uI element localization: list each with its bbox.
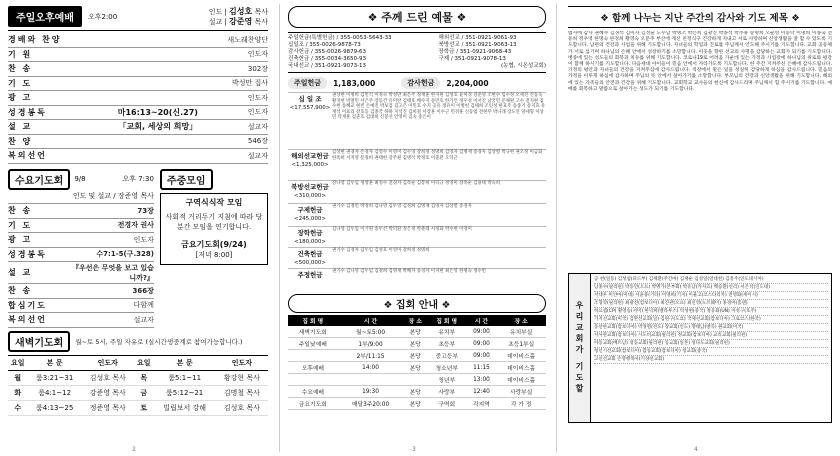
offering-label: 건축헌금 xyxy=(297,250,323,258)
cell: 새벽기도회 xyxy=(288,326,338,338)
offering-names: 권기수 김경자 김두임 김성호 이영미 강희정 정명희 xyxy=(332,248,430,253)
list-item: 서대우 미얀마(미대) 서윤중(기타) 이영희(기지) 이율고(코스타리카) 전영화(세이시) xyxy=(594,292,828,300)
offering-names: 강나영 김두임 정창훈 최성수 전경자 김폭순 김봉희 이덕규 정영미 장옥순 김용태 박숙희 xyxy=(332,181,501,186)
cell: 룸5:12~21 xyxy=(154,385,216,400)
cell: 2부/11:15 xyxy=(338,350,404,362)
cell: 주일낮예배 xyxy=(288,338,338,350)
wed-value: 366장 xyxy=(132,286,154,295)
account-line: 해외선교 / 351-0921-9061-93 xyxy=(438,35,517,41)
offering-names: 권기수 김나영 김두임 김정희 김명재 박혜자 송경자 이지현 최은영 한명숙 정수빈 xyxy=(332,269,486,274)
list-item: 청년시선교회(캄보디아) 합동교회(캄보디아) 청교회(중국) xyxy=(594,348,828,356)
wed-label: 찬 송 xyxy=(8,206,33,216)
role-name: 김성호 xyxy=(229,6,253,16)
wed-value: 『우선은 무엇을 보고 있습니까?』 xyxy=(71,263,154,282)
wednesday-header xyxy=(8,169,154,190)
dawn-title: 새벽기도회 xyxy=(8,331,70,352)
wed-value: 인도자 xyxy=(133,235,154,244)
page-2 xyxy=(0,0,276,456)
order-middle: 마16:13~20(신.27) xyxy=(117,107,198,117)
order-value: 새노래찬양단 xyxy=(227,35,268,44)
page-number: 4 xyxy=(694,446,698,453)
table-row xyxy=(288,350,546,362)
offering-names: 권상현 이명희 김민석 이정숙 박성만 최은주 정재훈 한지원 김성호 윤미경 강준영 조현수 임수정 오세진 신동욱 황지현 박철민 서은주 장동건 유미란 김태호 배수지 송민호 한가인 정우성 이서진 남궁민 문채원 고수 전지현 김수현 송혜교 현빈 손예진 박보검 김고은 이민호 수지 공유 정유미 이병헌 김태희 조인성 한효주 송중기 송지효 유재석 이효리 강호동 김종국 하하 지석진 김희철 서장훈 이수근 민경훈 신동엽 전현무 박나래 장도연 양세형 이상민 탁재훈 김준호 김대희 신봉선 안영미 김숙 송은이 xyxy=(332,93,546,121)
cell: 1부/9:00 xyxy=(338,338,404,350)
prayer-list xyxy=(591,274,831,422)
role-label: 설교 xyxy=(208,17,223,26)
thanks-prayer-title: ❖ 함께 나누는 지난 주간의 감사와 기도 제목 ❖ xyxy=(568,6,832,28)
offering-amount: <1,325,000> xyxy=(291,162,329,168)
cell: 정준영 목사 xyxy=(82,400,134,415)
wed-label: 성경봉독 xyxy=(8,249,47,259)
cell: 월~토5:00 xyxy=(338,326,404,338)
cell: 룸4:13~25 xyxy=(28,400,82,415)
table-row xyxy=(288,338,546,350)
afternoon-service-time: 오후2:00 xyxy=(87,12,118,21)
cell: 14:00 xyxy=(338,362,404,374)
column-divider xyxy=(279,4,280,452)
order-row xyxy=(8,33,268,48)
list-item: 동선한교회(캄보디아) 박경렬(전도) 장교회(인도) 향태남(방콕) 원교회(미국) xyxy=(594,324,828,332)
cell: 초등1부실 xyxy=(496,338,546,350)
cell: 각 가 정 xyxy=(496,398,546,410)
offering-block xyxy=(288,226,546,244)
account-line: 감사헌금 / 355-0026-9879-63 xyxy=(288,49,367,55)
weekday-box xyxy=(160,193,268,265)
account-line: 장학금 / 351-0921-9068-43 xyxy=(438,49,512,55)
wed-label: 광 고 xyxy=(8,235,33,245)
wed-value: 수7:1-5(구.328) xyxy=(96,250,154,259)
prayer-list-box xyxy=(568,273,832,423)
cell: 강준영 목사 xyxy=(82,385,134,400)
offering-label: 주정헌금 xyxy=(297,271,323,279)
prayer-list-label: 우리교회가 기도할 xyxy=(569,274,591,422)
order-label: 설 교 xyxy=(8,122,33,132)
cell: 수 xyxy=(8,400,28,415)
page-3 xyxy=(282,0,552,456)
cell: 청년부 xyxy=(427,374,467,386)
offering-amount: <17,557,900> xyxy=(289,105,331,111)
order-label: 기 원 xyxy=(8,49,33,59)
wed-value: 다함께 xyxy=(133,301,154,310)
weekday-meeting: 구역식식작 모임 xyxy=(185,197,243,207)
table-row xyxy=(8,400,268,415)
col-header: 집 회 명 xyxy=(288,315,338,326)
list-item: 허요셉(CP) 황영승(서미) 한덕희(벨라루스) 탁성현(중국) 정유화(UN) 이성구(호주) xyxy=(594,308,828,316)
cell: 데이비스홀 xyxy=(496,374,546,386)
cell: 금요기도회 xyxy=(288,398,338,410)
wednesday-prayer-section xyxy=(8,169,154,328)
list-item: 공 천(일동) 김성섭(피드부) 김세환(주간마) 김재순 김성일(일대천) 김흥주(인도네시아) xyxy=(594,276,828,284)
cell: 김성호 목사 xyxy=(216,400,268,415)
offering-names: 권기수 김경민 박경희 김나영 김두영 김정희 김명재 김영자 김상렬 송경자 xyxy=(332,204,472,209)
order-label: 광 고 xyxy=(8,93,33,103)
list-item: 서사관교회(캄보디아) 시도비교회(필리핀) 정교회(캄보디아) 교리교회(필리핀) xyxy=(594,332,828,340)
thanks-prayer-text: 범사에 감사 권혜주 김경석 김미자 김정술 도수남 박명조 박은희 김광진 박종석 박추용 송명희 오순영 이동탁 이명희 이종숙 전동희 정우영 한명숙 한경희 황영숙 오문주 부산에 계신 친정식구 건강하게 지내고 서로 사랑하며 신앙생활을 잘 할 수 있도록 기도합니다. 남편의 건강과 사업을 위해 기도합니다. 자녀들의 학업과 진로를 주님께서 인도해 주시기를 기도합니다. 교회 공동체가 서로 섬기며 하나님의 은혜 안에서 성장하기를 소망합니다. 이웃을 향한 선교의 사명을 감당하는 교회가 되기를 기도합니다. 병중에 있는 성도들의 회복과 치유를 위해 기도합니다. 코로나19로 어려움 가운데 있는 가정과 사업장에 하나님의 위로와 평강이 함께 하시기를 기도합니다. 다음세대 아이들이 믿음 안에서 자라가도록 기도합니다. 한 주간 지켜주신 은혜에 감사드립니다. 가정의 평안과 자녀들의 건강을 지켜주심에 감사드립니다. 직장에서 맡은 일을 성실히 감당하게 하심을 감사드립니다. 믿음의 가정을 이루게 하심에 감사하며 주님의 뜻 안에서 살아가기를 소망합니다. 부모님의 건강과 신앙생활을 위해 기도합니다. 해외에 있는 가족들의 안전과 건강을 위해 기도합니다. 교회학교 교사들의 헌신에 감사드리며 주님께서 힘 주시기를 기도합니다. 예배를 회복하고 말씀으로 살아가는 성도가 되기를 기도합니다. xyxy=(568,31,832,92)
table-row xyxy=(288,362,546,374)
order-row xyxy=(8,48,268,63)
dawn-schedule-table xyxy=(8,355,268,416)
sunday-offering-label: 주일헌금 xyxy=(288,77,327,89)
page-4 xyxy=(560,0,840,456)
wed-value: 73장 xyxy=(137,206,154,215)
account-line: 십일조 / 355-0026-9878-73 xyxy=(288,42,361,48)
cell: 본당 xyxy=(403,338,426,350)
cell: 금 xyxy=(134,385,154,400)
order-row xyxy=(8,106,268,121)
role-name: 강준영 xyxy=(229,16,253,26)
offering-label: 구제헌금 xyxy=(297,206,323,214)
cell: 빌립보서 강해 xyxy=(154,400,216,415)
order-row xyxy=(8,91,268,106)
cell: 11:15 xyxy=(467,362,497,374)
col-header: 시 간 xyxy=(338,315,404,326)
order-label: 기 도 xyxy=(8,78,33,88)
table-header-row xyxy=(8,355,268,370)
offering-names: 김상현 권경자 손경자 김영수 이영미 김두영 강희정 정명희 김영자 김명재 송경자 김상렬 박규현 권오정 이금화 한옥희 서지영 문정희 권태헌 강주원 김명식 박정호 이준환 오덕근 xyxy=(332,150,543,161)
page-number: 3 xyxy=(412,446,416,453)
cell: 화 xyxy=(8,385,28,400)
cell: 유치부 xyxy=(427,326,467,338)
wed-value: 전경자 권사 xyxy=(117,221,154,230)
role-label: 인도 xyxy=(208,7,223,16)
col-header: 인도자 xyxy=(216,355,268,370)
cell: 09:00 xyxy=(467,338,497,350)
wed-label: 기 도 xyxy=(8,220,33,230)
dawn-note: 월~토 5시, 주일 자유로 (실시간생중계로 참여가능합니다.) xyxy=(75,337,243,346)
col-header: 장 소 xyxy=(496,315,546,326)
cell: 구역회 xyxy=(427,398,467,410)
wed-row xyxy=(8,248,154,263)
list-item: 남홍수(필리핀) 박동민(오프) 박명가(본부회) 박유남(카자흐) 백승환(선리) 서은석(인도네) xyxy=(594,284,828,292)
cell: 중고등부 xyxy=(427,350,467,362)
page-number: 2 xyxy=(132,446,136,453)
order-row xyxy=(8,62,268,77)
list-item: 조형학(필리핀) 최광진(캄보디아) 최진관(오프) 최신영(노르웨이) 홍경미(홀덴) xyxy=(594,300,828,308)
cell: 목 xyxy=(134,370,154,385)
account-line: 국내선교 / 351-0921-9073-13 xyxy=(288,63,367,69)
order-label: 성경봉독 xyxy=(8,107,47,117)
list-item: 고신선교회 손영행목사(기샹선교회) xyxy=(594,356,828,364)
meetings-table xyxy=(288,315,546,410)
offerings-title: ❖ 주께 드린 예물 ❖ xyxy=(288,6,546,28)
order-value: 설교자 xyxy=(247,151,268,160)
col-header: 요일 xyxy=(134,355,154,370)
col-header: 인도자 xyxy=(82,355,134,370)
order-value: 인도자 xyxy=(247,50,268,59)
cell: 09:00 xyxy=(467,350,497,362)
weekday-section xyxy=(160,169,268,328)
offering-amount: <310,000> xyxy=(294,193,326,199)
cell: 13:00 xyxy=(467,374,497,386)
order-value: 302장 xyxy=(247,64,268,73)
offering-totals xyxy=(288,77,546,89)
cell: 월 xyxy=(8,370,28,385)
offering-amount: <245,000> xyxy=(294,216,326,222)
cell: 룸4:1~12 xyxy=(28,385,82,400)
dawn-prayer-header xyxy=(8,331,268,352)
order-label: 찬 양 xyxy=(8,136,33,146)
afternoon-order-list xyxy=(8,33,268,164)
cell: 12:40 xyxy=(467,386,497,398)
wed-row xyxy=(8,299,154,314)
cell: 19:30 xyxy=(338,386,404,398)
wed-row xyxy=(8,284,154,299)
order-label: 복의선언 xyxy=(8,151,47,161)
table-row xyxy=(8,385,268,400)
role-suffix: 목사 xyxy=(254,17,268,26)
column-divider xyxy=(556,4,557,452)
cell: 청소년부 xyxy=(427,362,467,374)
cell: 09:00 xyxy=(467,326,497,338)
account-line: 건축헌금 / 355-0034-3650-93 xyxy=(288,56,367,62)
cell: 매달3주20:00 xyxy=(338,398,404,410)
wednesday-roles: 인도 및 설교 / 장준영 목사 xyxy=(72,192,154,201)
cell: 룸5:1~11 xyxy=(154,370,216,385)
account-list xyxy=(288,32,546,73)
col-header: 장 소 xyxy=(403,315,426,326)
order-row xyxy=(8,135,268,150)
wed-label: 설 교 xyxy=(8,268,33,277)
wed-row xyxy=(8,219,154,234)
wed-label: 찬 송 xyxy=(8,286,33,296)
cell xyxy=(338,374,404,386)
col-header: 본 문 xyxy=(28,355,82,370)
offering-amount: <180,000> xyxy=(294,239,326,245)
cell: 본당 xyxy=(403,362,426,374)
table-row xyxy=(288,386,546,398)
afternoon-service-header xyxy=(8,6,268,31)
cell: 사랑부실 xyxy=(496,386,546,398)
cell: 황강현 목사 xyxy=(216,370,268,385)
offering-block xyxy=(288,203,546,223)
order-label: 경배와 찬양 xyxy=(8,35,62,45)
wednesday-roles-row xyxy=(8,190,154,205)
offering-label: 장학헌금 xyxy=(297,229,323,237)
role-suffix: 목사 xyxy=(254,7,268,16)
cell: 유치부실 xyxy=(496,326,546,338)
wed-label: 합심기도 xyxy=(8,300,47,310)
wed-label: 복의선언 xyxy=(8,315,47,325)
offering-label: 해외선교헌금 xyxy=(291,152,329,160)
weekday-desc: 사회적 거리두기 지침에 따라 당분간 모임을 연기합니다. xyxy=(165,212,263,231)
cell: 김성호 목사 xyxy=(82,370,134,385)
weekday-title: 주중모임 xyxy=(160,169,213,190)
list-item: 아동교회(베트남) 성동교회(필리핀) 동교회(일본) 성다도교회(필리핀) xyxy=(594,340,828,348)
offering-label: 십 일 조 xyxy=(298,95,322,103)
offering-block xyxy=(288,268,546,290)
wednesday-time: 오후 7:30 xyxy=(122,175,154,183)
offering-names: 김나영 김두임 이기원 송두선 박덕환 정은정 박춘례 서정화 박수현 이영미 xyxy=(332,227,472,232)
order-row xyxy=(8,77,268,92)
order-row xyxy=(8,149,268,164)
order-value: 인도자 xyxy=(247,93,268,102)
cell: 초등부 xyxy=(427,338,467,350)
col-header: 요일 xyxy=(8,355,28,370)
order-row xyxy=(8,120,268,135)
offering-block xyxy=(288,149,546,177)
table-row xyxy=(288,374,546,386)
cell: 김명철 목사 xyxy=(216,385,268,400)
list-item: 가지선교회(미국) 김완선교회(일) 김원구(도쿄) 국제선교회(캄보디아) 그로코스(한국) xyxy=(594,316,828,324)
cell: 본당 xyxy=(403,326,426,338)
order-value: 설교자 xyxy=(247,122,268,131)
cell: 룸3:21~31 xyxy=(28,370,82,385)
wednesday-and-weekday xyxy=(8,169,268,328)
account-line: 구제 / 351-0921-9078-13 xyxy=(438,56,506,62)
order-value: 인도자 xyxy=(247,108,268,117)
friday-prayer-title: 금요기도회(9/24) xyxy=(181,239,247,249)
table-row xyxy=(8,370,268,385)
col-header: 집 회 명 xyxy=(427,315,467,326)
cell: 본당 xyxy=(403,386,426,398)
offering-block xyxy=(288,92,546,146)
sunday-offering-amount: 1,183,000 xyxy=(333,78,376,88)
cell: 데이비스홀 xyxy=(496,350,546,362)
col-header: 시 간 xyxy=(467,315,497,326)
wed-row xyxy=(8,204,154,219)
cell: 수요예배 xyxy=(288,386,338,398)
cell: 사랑부 xyxy=(427,386,467,398)
cell xyxy=(403,374,426,386)
table-row xyxy=(288,326,546,338)
offering-block xyxy=(288,180,546,200)
table-row xyxy=(288,398,546,410)
thanks-offering-amount: 2,204,000 xyxy=(446,78,489,88)
offering-amount: <500,000> xyxy=(294,260,326,266)
meetings-title: ❖ 집회 안내 ❖ xyxy=(288,294,546,313)
wed-value: 설교자 xyxy=(133,315,154,324)
cell: 오후예배 xyxy=(288,362,338,374)
order-label: 찬 송 xyxy=(8,64,33,74)
offering-label: 북방선교헌금 xyxy=(291,183,329,191)
account-note: (농협, 시온성교회) xyxy=(501,63,546,69)
account-line: 북방선교 / 351-0921-9063-13 xyxy=(438,42,517,48)
cell xyxy=(288,374,338,386)
meetings-section xyxy=(288,294,546,410)
table-header-row xyxy=(288,315,546,326)
service-roles: 인도 | 김성호 목사 설교 | 강준영 목사 xyxy=(208,6,268,26)
order-value: 박성만 집사 xyxy=(231,79,268,88)
cell: 데이비스홀 xyxy=(496,362,546,374)
wed-row xyxy=(8,233,154,248)
col-header: 본 문 xyxy=(154,355,216,370)
cell: 본당 xyxy=(403,350,426,362)
thanks-offering-label: 감사헌금 xyxy=(401,77,440,89)
wednesday-title: 수요기도회 xyxy=(8,169,70,190)
afternoon-service-title: 주일오후예배 xyxy=(8,6,82,27)
cell xyxy=(288,350,338,362)
account-line: 주일헌금(특별헌금) / 355-0053-5643-33 xyxy=(288,35,392,41)
cell: 각지역 xyxy=(467,398,497,410)
friday-prayer-time: [저녁 8:00] xyxy=(195,250,233,259)
wednesday-date: 9/8 xyxy=(74,175,86,183)
cell: 본당 xyxy=(403,398,426,410)
cell: 토 xyxy=(134,400,154,415)
order-middle: 「교회, 세상의 희망」 xyxy=(118,122,198,132)
offering-block xyxy=(288,247,546,265)
wed-row xyxy=(8,262,154,284)
wed-row xyxy=(8,313,154,328)
order-value: 546장 xyxy=(247,137,268,146)
